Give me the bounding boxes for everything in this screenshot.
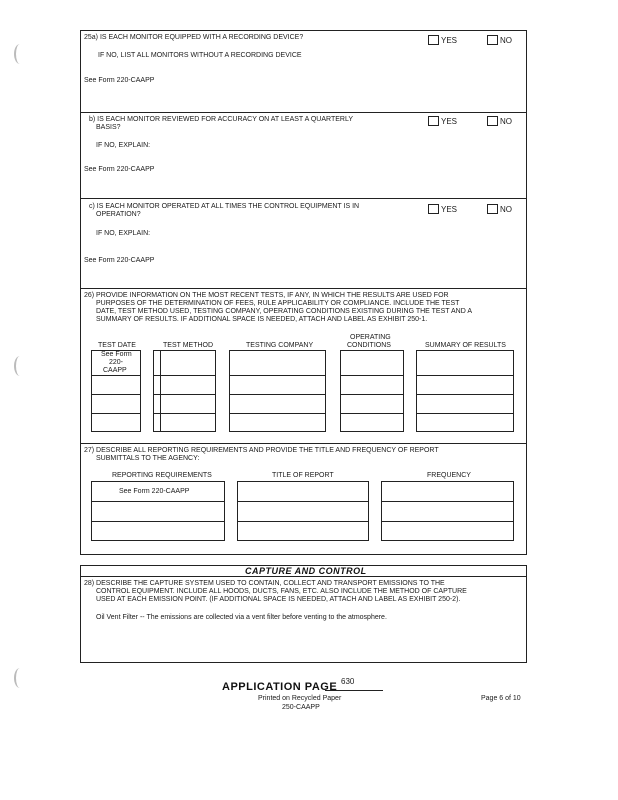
col-operating-line1: OPERATING [350,334,391,341]
col-operating-line2: CONDITIONS [347,342,391,349]
q25c-answer: See Form 220-CAAPP [84,257,155,264]
q26-cell-text-2: 220- [109,359,124,366]
q27-cell-text: See Form 220-CAAPP [119,488,190,495]
application-page-number: 630 [341,677,355,686]
page-of: Page 6 of 10 [481,695,521,702]
q25b-question-line1: b) IS EACH MONITOR REVIEWED FOR ACCURACY ON AT LEAST A QUARTERLY [89,116,353,123]
q25a-no-checkbox[interactable] [487,35,498,45]
q26-cell-text-3: CAAPP [103,367,127,374]
q26-line1: 26) PROVIDE INFORMATION ON THE MOST RECENT TESTS, IF ANY, IN WHICH THE RESULTS ARE USED FOR [84,292,449,299]
q25a-answer: See Form 220-CAAPP [84,77,155,84]
q28-answer: Oil Vent Filter -- The emissions are collected via a vent filter before venting to the atmosphere. [96,614,387,621]
q25c-no-checkbox[interactable] [487,204,498,214]
q25c-yes-label: YES [441,205,458,214]
q25b-instruction: IF NO, EXPLAIN: [96,142,151,149]
col-summary: SUMMARY OF RESULTS [425,342,506,349]
q25c-instruction: IF NO, EXPLAIN: [96,230,151,237]
q26-line2: PURPOSES OF THE DETERMINATION OF FEES, RULE APPLICABILITY OR COMPLIANCE. INCLUDE THE TEST [96,300,460,307]
operating-conditions-column [340,350,404,432]
q25c-question-line1: c) IS EACH MONITOR OPERATED AT ALL TIMES THE CONTROL EQUIPMENT IS IN [89,203,360,210]
divider [80,198,527,199]
col-test-date: TEST DATE [98,342,136,349]
q25c-question-line2: OPERATION? [96,211,141,218]
test-method-column [153,350,216,432]
q25a-yes-checkbox[interactable] [428,35,439,45]
q25c-no-label: NO [500,205,512,214]
col-test-method: TEST METHOD [163,342,214,349]
q25a-question: 25a) IS EACH MONITOR EQUIPPED WITH A RECORDING DEVICE? [84,34,304,41]
capture-section-title: CAPTURE AND CONTROL [245,566,367,576]
divider [80,443,527,444]
q25a-no-label: NO [500,36,512,45]
q26-cell-text-1: See Form [101,351,132,358]
q25b-answer: See Form 220-CAAPP [84,166,155,173]
col-reporting-requirements: REPORTING REQUIREMENTS [112,472,212,479]
q25a-yes-label: YES [441,36,458,45]
title-of-report-column [237,481,369,541]
application-page-label: APPLICATION PAGE [222,681,338,693]
q26-line3: DATE, TEST METHOD USED, TESTING COMPANY, OPERATING CONDITIONS EXISTING DURING THE TEST AND A [96,308,472,315]
binder-hole [14,668,26,688]
q28-line1: 28) DESCRIBE THE CAPTURE SYSTEM USED TO CONTAIN, COLLECT AND TRANSPORT EMISSIONS TO THE [84,580,445,587]
q27-line1: 27) DESCRIBE ALL REPORTING REQUIREMENTS AND PROVIDE THE TITLE AND FREQUENCY OF REPORT [84,447,439,454]
divider [80,112,527,113]
binder-hole [14,44,26,64]
q25a-instruction: IF NO, LIST ALL MONITORS WITHOUT A RECORDING DEVICE [98,52,302,59]
q28-line3: USED AT EACH EMISSION POINT. (IF ADDITIONAL SPACE IS NEEDED, ATTACH AND LABEL AS EXHIBIT 250-2). [96,596,461,603]
col-testing-company: TESTING COMPANY [246,342,314,349]
q27-line2: SUBMITTALS TO THE AGENCY: [96,455,200,462]
summary-results-column [416,350,514,432]
q25c-yes-checkbox[interactable] [428,204,439,214]
col-title-of-report: TITLE OF REPORT [272,472,334,479]
divider [80,288,527,289]
testing-company-column [229,350,326,432]
q25b-yes-checkbox[interactable] [428,116,439,126]
col-frequency: FREQUENCY [427,472,471,479]
q25b-no-checkbox[interactable] [487,116,498,126]
q25b-question-line2: BASIS? [96,124,121,131]
q25b-yes-label: YES [441,117,458,126]
q25b-no-label: NO [500,117,512,126]
q28-line2: CONTROL EQUIPMENT. INCLUDE ALL HOODS, DUCTS, FANS, ETC. ALSO INCLUDE THE METHOD OF CAPTURE [96,588,467,595]
binder-hole [14,356,26,376]
q26-line4: SUMMARY OF RESULTS. IF ADDITIONAL SPACE IS NEEDED, ATTACH AND LABEL AS EXHIBIT 250-1. [96,316,428,323]
printed-recycled: Printed on Recycled Paper [258,695,342,702]
frequency-column [381,481,514,541]
form-number: 250-CAAPP [282,704,320,711]
